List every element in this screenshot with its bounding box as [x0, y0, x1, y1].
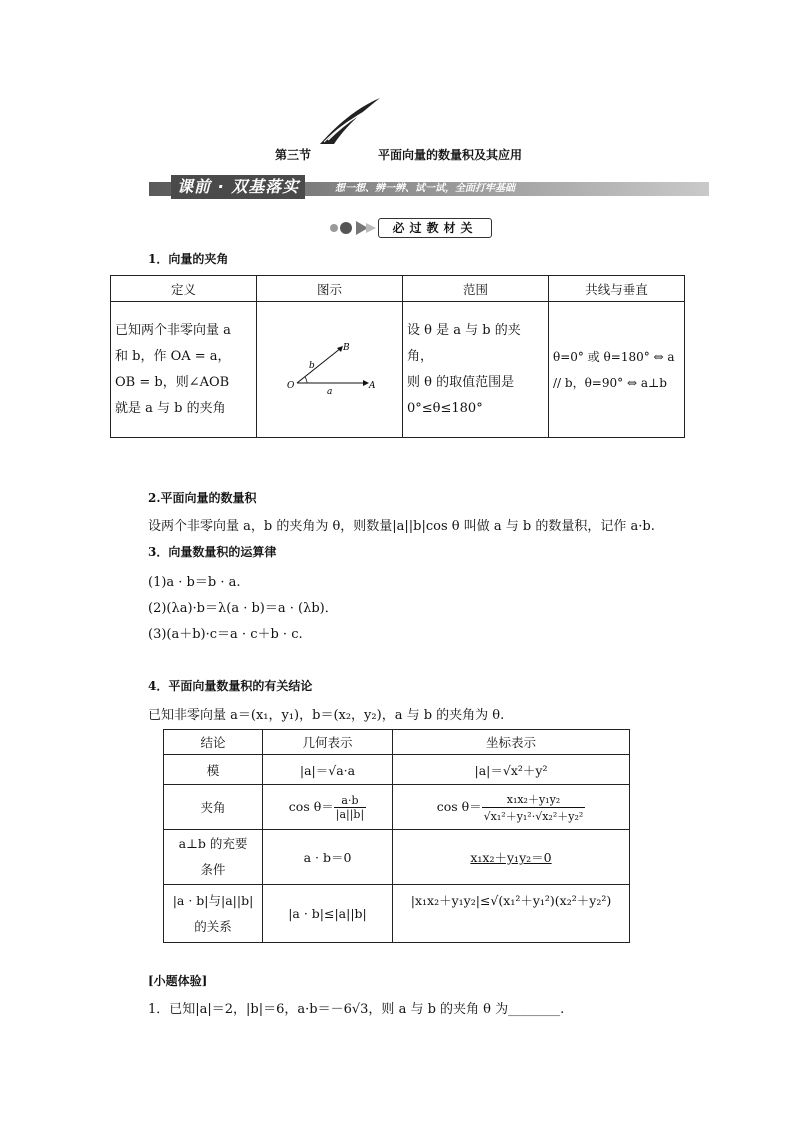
col-figure: 图示: [257, 276, 403, 302]
angle-figure: [285, 338, 375, 398]
label-a: a: [326, 387, 332, 397]
s3-item-3: (3)(a＋b)·c＝a · c＋b · c.: [148, 627, 303, 642]
dots-arrow-icon: [328, 218, 378, 238]
def-line-1: 已知两个非零向量 a: [115, 322, 231, 338]
range-line-3: 0°≤θ≤180°: [407, 400, 483, 416]
col-conclusion: 结论: [164, 730, 263, 755]
row-perp-coord: x₁x₂＋y₁y₂＝0: [393, 830, 630, 885]
col-geometric: 几何表示: [263, 730, 393, 755]
practice-label: [小题体验]: [148, 974, 208, 988]
figure-cell: [257, 302, 403, 438]
perp-label-1: a⊥b 的充要: [178, 836, 248, 851]
row-angle-coord: [393, 785, 630, 830]
practice-q1: 1．已知|a|＝2，|b|＝6，a·b＝－6√3，则 a 与 b 的夹角 θ 为________.: [148, 1002, 565, 1017]
row-ineq-coord: |x₁x₂＋y₁y₂|≤√(x₁²＋y₁²)(x₂²＋y₂²): [393, 885, 630, 943]
row-perp-label: [164, 830, 263, 885]
col-coordinate: 坐标表示: [393, 730, 630, 755]
perp-label-2: 条件: [200, 862, 226, 877]
s3-item-2: (2)(λa)·b＝λ(a · b)＝a · (λb)．: [148, 601, 338, 616]
s4-intro: 已知非零向量 a＝(x₁，y₁)，b＝(x₂，y₂)，a 与 b 的夹角为 θ.: [148, 708, 505, 723]
label-b: b: [308, 361, 315, 371]
row-angle-geo: [263, 785, 393, 830]
banner-left-label: 课前 · 双基落实: [171, 175, 305, 199]
col-range: 范围: [403, 276, 549, 302]
range-line-1: 设 θ 是 a 与 b 的夹角，: [407, 322, 521, 364]
section-banner: [149, 178, 709, 198]
row-ineq-label: [164, 885, 263, 943]
angle-coord-prefix: cos θ＝: [436, 798, 482, 814]
must-pass-label: 必过教材关: [378, 218, 492, 238]
def-line-4: 就是 a 与 b 的夹角: [115, 400, 226, 416]
col-line-1: θ=0° 或 θ=180° ⇔ a: [553, 349, 675, 364]
swoosh-logo: [318, 96, 382, 146]
label-O: O: [286, 381, 294, 391]
s2-heading: 2.平面向量的数量积: [148, 491, 257, 505]
range-cell: [403, 302, 549, 438]
ineq-label-1: |a · b|与|a||b|: [172, 892, 254, 908]
def-line-2: 和 b，作 OA = a，: [115, 348, 231, 364]
section-number: 第三节: [275, 148, 312, 162]
angle-table: [110, 275, 685, 438]
col-collinear: 共线与垂直: [549, 276, 685, 302]
row-ineq-geo: |a · b|≤|a||b|: [263, 885, 393, 943]
angle-geo-den: |a||b|: [335, 807, 365, 821]
row-perp-geo: a · b＝0: [263, 830, 393, 885]
angle-coord-num: x₁x₂＋y₁y₂: [482, 791, 586, 808]
s2-text: 设两个非零向量 a，b 的夹角为 θ，则数量|a||b|cos θ 叫做 a 与 b 的数量积，记作 a·b.: [148, 519, 655, 534]
row-modulus-coord: |a|＝√x²＋y²: [393, 755, 630, 785]
ineq-label-2: 的关系: [194, 918, 232, 934]
angle-geo-prefix: cos θ＝: [288, 798, 334, 814]
row-modulus-geo: |a|＝√a·a: [263, 755, 393, 785]
col-line-2: // b，θ=90° ⇔ a⊥b: [553, 375, 667, 390]
page-title: 平面向量的数量积及其应用: [378, 148, 523, 162]
row-angle-label: 夹角: [164, 785, 263, 830]
banner-right-label: 想一想、辨一辨、试一试，全面打牢基础: [335, 183, 515, 194]
col-definition: 定义: [111, 276, 257, 302]
angle-coord-fraction: [482, 791, 586, 824]
range-line-2: 则 θ 的取值范围是: [407, 374, 515, 390]
s3-heading: 3．向量数量积的运算律: [148, 545, 277, 559]
conclusions-table: [163, 729, 630, 943]
s3-item-1: (1)a · b＝b · a.: [148, 575, 241, 590]
collinear-cell: [549, 302, 685, 438]
angle-coord-den: √x₁²＋y₁²·√x₂²＋y₂²: [483, 809, 584, 823]
def-line-3: OB = b，则∠AOB: [115, 374, 230, 390]
angle-geo-num: a·b: [334, 794, 366, 808]
label-B: B: [342, 343, 350, 353]
label-A: A: [368, 381, 375, 391]
angle-geo-fraction: [334, 794, 366, 821]
s4-heading: 4．平面向量数量积的有关结论: [148, 679, 313, 693]
s1-heading: 1．向量的夹角: [148, 252, 229, 266]
row-modulus-label: 模: [164, 755, 263, 785]
definition-cell: [111, 302, 257, 438]
